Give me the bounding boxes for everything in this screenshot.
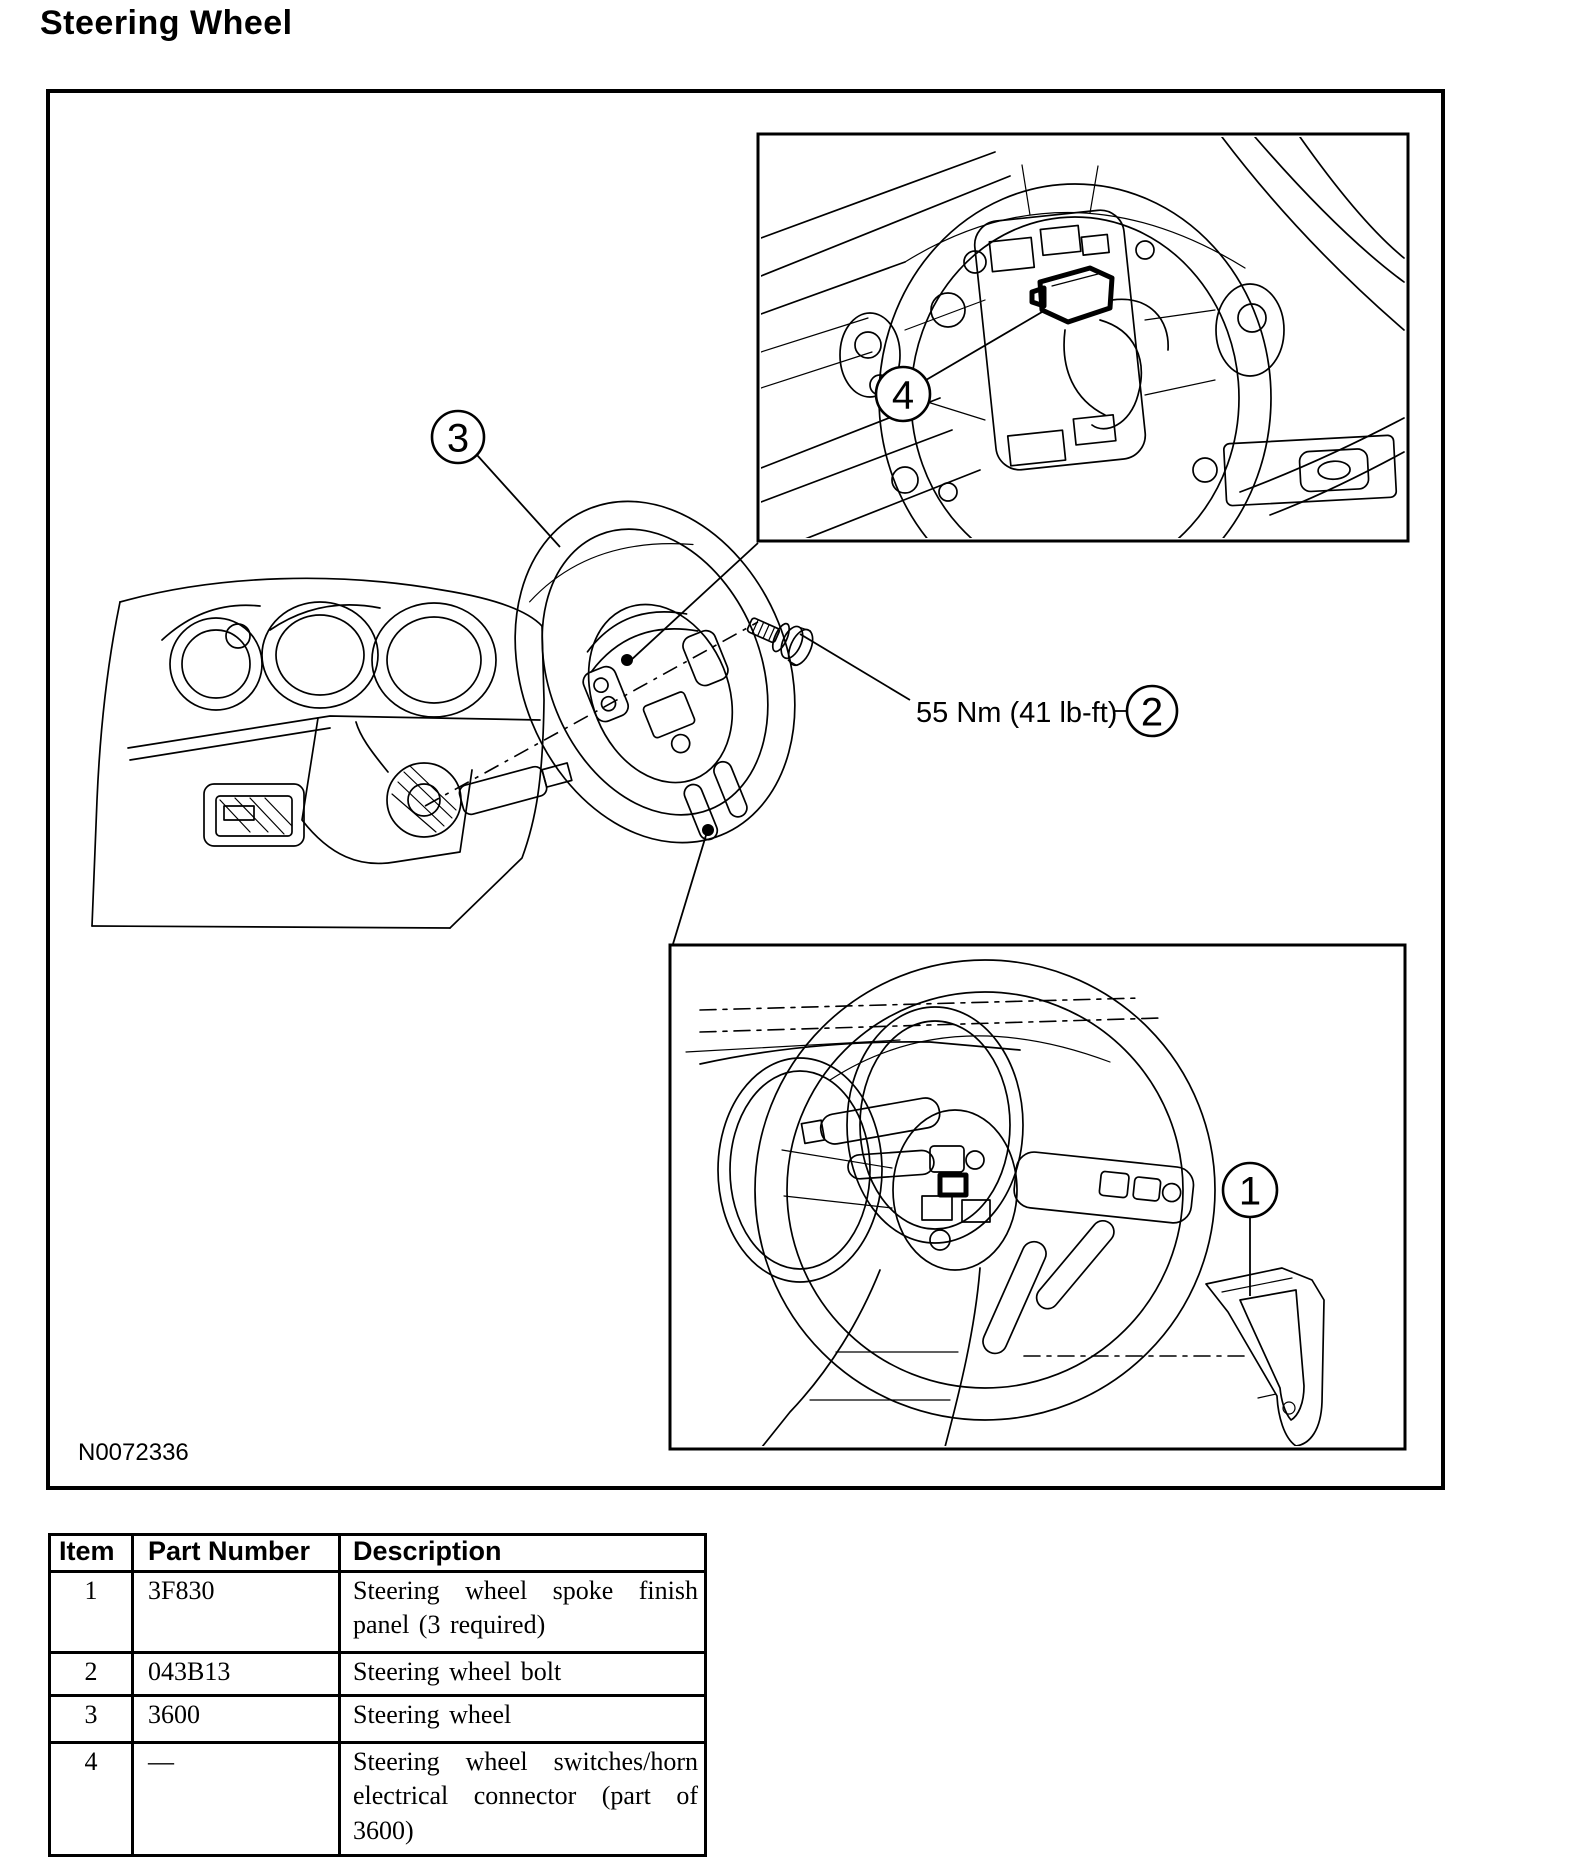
inset-bottom-border	[670, 945, 1405, 1449]
callout-3	[432, 411, 484, 463]
row-3-item: 3	[50, 1696, 133, 1743]
row-4-part-number: —	[133, 1743, 340, 1856]
row-1-part-number: 3F830	[133, 1572, 340, 1653]
torque-leader	[800, 634, 910, 700]
callout-1	[1223, 1163, 1277, 1217]
table-row	[50, 1696, 706, 1743]
row-2-description: Steering wheel bolt	[340, 1653, 706, 1696]
row-1-description: Steering wheel spoke finish panel (3 required)	[340, 1572, 706, 1653]
callout-4	[876, 367, 930, 421]
row-3-part-number: 3600	[133, 1696, 340, 1743]
dashboard-column-art	[92, 578, 574, 928]
row-1-item: 1	[50, 1572, 133, 1653]
row-4-description: Steering wheel switches/horn electrical connector (part of 3600)	[340, 1743, 706, 1856]
header-part-number: Part Number	[133, 1535, 340, 1572]
row-4-item: 4	[50, 1743, 133, 1856]
parts-table	[48, 1533, 707, 1857]
row-3-description: Steering wheel	[340, 1696, 706, 1743]
rim-reference-dot	[702, 824, 714, 836]
callout-3-number: 3	[446, 416, 470, 461]
header-description: Description	[340, 1535, 706, 1572]
inset-bottom-link-line	[673, 832, 707, 944]
callout-2	[1127, 686, 1177, 736]
callout-2-number: 2	[1140, 690, 1164, 735]
table-row	[50, 1572, 706, 1653]
callout-3-leader	[477, 455, 560, 547]
inset-top-border	[758, 134, 1408, 541]
figure-id: N0072336	[78, 1439, 189, 1466]
page-title: Steering Wheel	[40, 4, 293, 42]
table-row	[50, 1743, 706, 1856]
row-2-item: 2	[50, 1653, 133, 1696]
row-2-part-number: 043B13	[133, 1653, 340, 1696]
table-row	[50, 1653, 706, 1696]
callout-4-number: 4	[891, 373, 915, 418]
header-item: Item	[50, 1535, 133, 1572]
callout-1-number: 1	[1238, 1169, 1262, 1214]
torque-label: 55 Nm (41 lb-ft)	[916, 697, 1118, 729]
parts-table-header-row	[50, 1535, 706, 1572]
